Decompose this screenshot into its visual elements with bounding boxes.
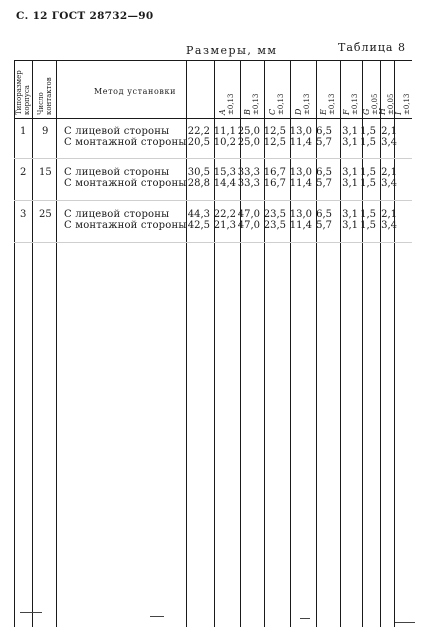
method-front: С лицевой стороны [64, 167, 170, 178]
table-cell: 3,4 [381, 220, 397, 231]
header-dim-h [379, 94, 395, 115]
group-contacts-number: 15 [39, 167, 52, 178]
table-cell: 15,3 [213, 167, 236, 178]
method-mounting: С монтажной стороны [64, 178, 187, 189]
group-separator [14, 158, 412, 159]
table-cell: 11,4 [289, 220, 312, 231]
table-cell: 3,1 [342, 220, 358, 231]
group-separator [14, 242, 412, 243]
header-dim-tolerance: ±0,13 [277, 93, 285, 115]
table-cell: 5,7 [316, 178, 332, 189]
group-size-number: 1 [20, 126, 27, 137]
table-column-divider [340, 60, 341, 627]
table-cell: 33,3 [237, 178, 260, 189]
header-dim-a [219, 94, 235, 115]
table-cell: 6,5 [316, 209, 332, 220]
table-cell: 23,5 [263, 220, 286, 231]
table-cell: 5,7 [316, 220, 332, 231]
header-dim-tolerance: ±0,05 [371, 93, 379, 115]
table-cell: 21,3 [213, 220, 236, 231]
table-cell: 22,2 [213, 209, 236, 220]
group-contacts-number: 25 [39, 209, 52, 220]
table-cell: 3,1 [342, 167, 358, 178]
table-cell: 3,1 [342, 178, 358, 189]
table-cell: 1,5 [360, 126, 376, 137]
table-column-divider [14, 60, 15, 627]
header-contacts-line: Число [37, 92, 45, 115]
table-cell: 6,5 [316, 167, 332, 178]
table-cell: 6,5 [316, 126, 332, 137]
method-front: С лицевой стороны [64, 209, 170, 220]
table-cell: 16,7 [263, 178, 286, 189]
dimensions-caption: Размеры, мм [186, 44, 278, 57]
table-cell: 28,8 [187, 178, 210, 189]
header-method: Метод установки [94, 87, 177, 96]
table-cell: 1,5 [360, 178, 376, 189]
table-cell: 2,1 [381, 209, 397, 220]
scan-mark [150, 616, 164, 617]
table-cell: 47,0 [237, 220, 260, 231]
table-cell: 13,0 [289, 126, 312, 137]
header-dim-d [295, 94, 311, 115]
group-size-number: 2 [20, 167, 27, 178]
table-cell: 3,4 [381, 178, 397, 189]
header-size-line: Типоразмер [15, 70, 23, 115]
table-cell: 2,1 [381, 167, 397, 178]
table-cell: 5,7 [316, 137, 332, 148]
table-cell: 22,2 [187, 126, 210, 137]
table-cell: 23,5 [263, 209, 286, 220]
table-cell: 33,3 [237, 167, 260, 178]
header-dim-tolerance: ±0,13 [351, 93, 359, 115]
scan-mark [20, 612, 42, 613]
table-cell: 47,0 [237, 209, 260, 220]
table-cell: 11,1 [213, 126, 236, 137]
table-header-border [14, 118, 412, 119]
table-cell: 44,3 [187, 209, 210, 220]
table-cell: 10,2 [213, 137, 236, 148]
table-cell: 1,5 [360, 167, 376, 178]
header-dim-letter: B [243, 109, 252, 115]
header-size [15, 70, 31, 115]
table-cell: 3,1 [342, 126, 358, 137]
table-cell: 3,1 [342, 209, 358, 220]
table-cell: 3,1 [342, 137, 358, 148]
header-dim-letter: D [294, 108, 303, 115]
table-cell: 13,0 [289, 167, 312, 178]
header-dim-tolerance: ±0,13 [227, 93, 235, 115]
header-dim-letter: G [362, 108, 371, 115]
table-cell: 20,5 [187, 137, 210, 148]
header-dim-b [244, 94, 260, 115]
table-cell: 25,0 [237, 126, 260, 137]
table-cell: 1,5 [360, 209, 376, 220]
header-dim-tolerance: ±0,13 [252, 93, 260, 115]
table-cell: 1,5 [360, 220, 376, 231]
table-cell: 14,4 [213, 178, 236, 189]
header-contacts-line: контактов [45, 77, 53, 115]
table-cell: 3,4 [381, 137, 397, 148]
group-contacts-number: 9 [42, 126, 49, 137]
table-caption [0, 41, 430, 57]
table-cell: 1,5 [360, 137, 376, 148]
table-cell: 13,0 [289, 209, 312, 220]
header-dim-letter: E [319, 109, 328, 115]
table-cell: 30,5 [187, 167, 210, 178]
header-dim-letter: A [218, 109, 227, 115]
table-cell: 2,1 [381, 126, 397, 137]
header-contacts [37, 77, 53, 115]
scan-mark [300, 618, 310, 619]
header-size-line: корпуса [23, 85, 31, 115]
scan-mark [395, 622, 415, 623]
table-cell: 12,5 [263, 126, 286, 137]
header-dim-tolerance: ±0,13 [328, 93, 336, 115]
header-dim-tolerance: ±0,05 [387, 93, 395, 115]
header-dim-tolerance: ±0,13 [303, 93, 311, 115]
header-dim-letter: F [342, 109, 351, 115]
header-dim-g [363, 94, 379, 115]
header-dim-letter: C [268, 108, 277, 115]
group-size-number: 3 [20, 209, 27, 220]
header-dim-letter: I [394, 111, 403, 115]
table-cell: 16,7 [263, 167, 286, 178]
table-cell: 25,0 [237, 137, 260, 148]
table-cell: 11,4 [289, 178, 312, 189]
header-dim-i [395, 94, 411, 115]
header-dim-tolerance: ±0,13 [403, 93, 411, 115]
header-dim-e [320, 94, 336, 115]
table-top-border [14, 60, 412, 61]
page-header: С. 12 ГОСТ 28732—90 [16, 10, 154, 22]
header-dim-c [269, 94, 285, 115]
method-mounting: С монтажной стороны [64, 137, 187, 148]
dimensions-table [14, 60, 412, 627]
table-cell: 42,5 [187, 220, 210, 231]
method-front: С лицевой стороны [64, 126, 170, 137]
table-column-divider [56, 60, 57, 627]
group-separator [14, 200, 412, 201]
header-dim-letter: H [378, 108, 387, 115]
table-column-divider [32, 60, 33, 627]
header-dim-f [343, 94, 359, 115]
method-mounting: С монтажной стороны [64, 220, 187, 231]
table-cell: 12,5 [263, 137, 286, 148]
table-cell: 11,4 [289, 137, 312, 148]
table-number: Таблица 8 [338, 41, 406, 54]
